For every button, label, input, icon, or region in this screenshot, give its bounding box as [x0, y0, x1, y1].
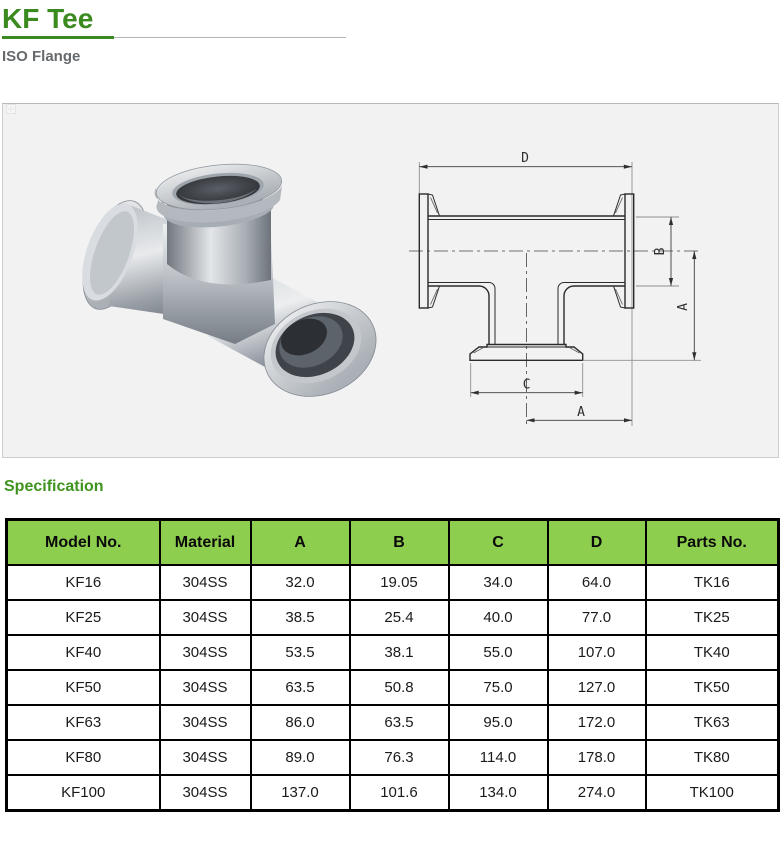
table-cell: 134.0: [449, 775, 548, 811]
table-cell: KF25: [7, 600, 160, 635]
table-row: [7, 775, 779, 811]
table-cell: 274.0: [548, 775, 646, 811]
table-cell: KF50: [7, 670, 160, 705]
dim-label-b: B: [653, 247, 668, 256]
dim-label-c: C: [522, 377, 531, 393]
table-cell: 304SS: [160, 775, 251, 811]
table-cell: TK25: [646, 600, 779, 635]
table-cell: 19.05: [350, 565, 449, 600]
table-row: [7, 635, 779, 670]
table-cell: 304SS: [160, 705, 251, 740]
table-cell: TK16: [646, 565, 779, 600]
spec-table-body: [7, 565, 779, 811]
tee-3d-render: [3, 104, 391, 457]
table-cell: 101.6: [350, 775, 449, 811]
column-header-model-no: Model No.: [7, 520, 160, 566]
table-cell: 50.8: [350, 670, 449, 705]
table-cell: 114.0: [449, 740, 548, 775]
table-cell: KF80: [7, 740, 160, 775]
table-cell: 34.0: [449, 565, 548, 600]
spec-table: [5, 518, 780, 812]
table-cell: 89.0: [251, 740, 350, 775]
dim-label-a-bottom: A: [577, 405, 585, 420]
table-cell: 38.1: [350, 635, 449, 670]
table-cell: TK100: [646, 775, 779, 811]
column-header-parts-no: Parts No.: [646, 520, 779, 566]
table-cell: 76.3: [350, 740, 449, 775]
table-cell: 304SS: [160, 635, 251, 670]
column-header-c: C: [449, 520, 548, 566]
product-image-panel: [2, 103, 779, 458]
page-header: [2, 4, 781, 65]
section-heading: Specification: [4, 478, 104, 495]
table-cell: 77.0: [548, 600, 646, 635]
table-row: [7, 600, 779, 635]
spec-table-header: [7, 520, 779, 566]
page-title: KF Tee: [2, 3, 94, 34]
table-cell: 53.5: [251, 635, 350, 670]
table-cell: TK80: [646, 740, 779, 775]
table-cell: 304SS: [160, 740, 251, 775]
table-cell: 107.0: [548, 635, 646, 670]
table-cell: 63.5: [350, 705, 449, 740]
table-cell: TK50: [646, 670, 779, 705]
table-cell: 304SS: [160, 565, 251, 600]
dim-label-a-side: A: [676, 303, 691, 311]
table-cell: TK63: [646, 705, 779, 740]
table-cell: KF16: [7, 565, 160, 600]
title-underline-green: [2, 36, 114, 39]
table-cell: 178.0: [548, 740, 646, 775]
table-cell: 127.0: [548, 670, 646, 705]
table-cell: TK40: [646, 635, 779, 670]
column-header-b: B: [350, 520, 449, 566]
table-cell: 38.5: [251, 600, 350, 635]
table-cell: KF40: [7, 635, 160, 670]
table-cell: 32.0: [251, 565, 350, 600]
column-header-a: A: [251, 520, 350, 566]
table-row: [7, 565, 779, 600]
page-subtitle: ISO Flange: [2, 48, 81, 65]
table-cell: 304SS: [160, 600, 251, 635]
column-header-d: D: [548, 520, 646, 566]
dim-label-d: D: [521, 151, 529, 166]
table-cell: 86.0: [251, 705, 350, 740]
table-cell: KF63: [7, 705, 160, 740]
table-cell: 75.0: [449, 670, 548, 705]
title-underline: [2, 36, 781, 40]
tee-technical-drawing: [391, 104, 778, 457]
table-cell: 55.0: [449, 635, 548, 670]
table-row: [7, 705, 779, 740]
table-cell: 172.0: [548, 705, 646, 740]
table-row: [7, 670, 779, 705]
table-cell: 95.0: [449, 705, 548, 740]
title-underline-gray: [114, 37, 346, 38]
table-cell: 304SS: [160, 670, 251, 705]
table-cell: 25.4: [350, 600, 449, 635]
table-cell: 137.0: [251, 775, 350, 811]
column-header-material: Material: [160, 520, 251, 566]
table-cell: KF100: [7, 775, 160, 811]
table-cell: 64.0: [548, 565, 646, 600]
header-row: [7, 520, 779, 566]
table-cell: 40.0: [449, 600, 548, 635]
table-cell: 63.5: [251, 670, 350, 705]
table-row: [7, 740, 779, 775]
